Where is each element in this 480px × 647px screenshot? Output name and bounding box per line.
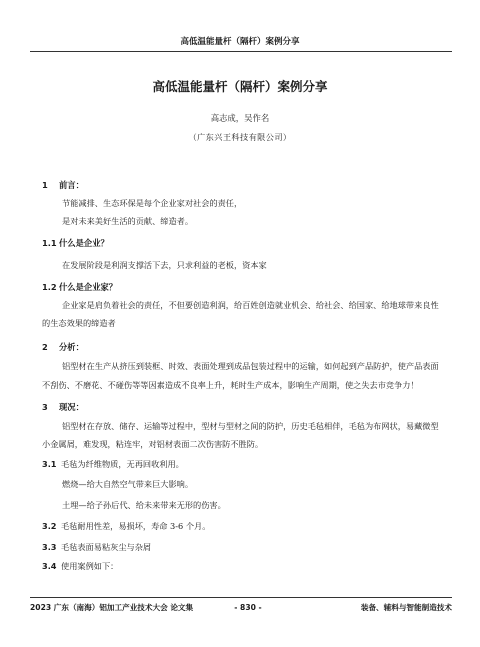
- page-number: - 830 -: [234, 603, 262, 612]
- section-title: 前言：: [59, 180, 84, 190]
- section-number: 1: [42, 180, 48, 190]
- body-line: 土埋—给子孙后代、给未来带来无形的伤害。: [62, 500, 226, 510]
- section-number: 1.2: [42, 282, 57, 292]
- authors: 高志成，吴作名: [210, 113, 270, 123]
- section-title: 什么是企业？: [59, 238, 109, 248]
- paper-title: 高低温能量杆（隔杆）案例分享: [152, 79, 328, 94]
- section-title: 什么是企业家？: [59, 282, 118, 292]
- section-number: 2: [42, 342, 48, 352]
- affiliation: （广东兴王科技有限公司）: [188, 132, 292, 142]
- item-number: 3.4: [42, 561, 57, 571]
- body-line: 的生态效果的缔造者: [42, 318, 116, 328]
- numbered-item: [42, 560, 118, 572]
- numbered-item: [42, 458, 184, 470]
- section-heading: [42, 341, 84, 353]
- item-text: 毛毡耐用性差，易损坏，寿命 3-6 个月。: [61, 521, 211, 531]
- section-heading: [42, 401, 84, 413]
- section-heading: [42, 237, 109, 249]
- section-heading: [42, 179, 84, 191]
- item-text: 毛毡为纤维物质，无再回收利用。: [61, 459, 184, 469]
- body-line: 企业家是肩负着社会的责任，不但要创造利润，给百姓创造就业机会、给社会、给国家、给地球带来良性: [62, 300, 439, 310]
- footer-rule: [30, 597, 452, 598]
- body-line: 在发展阶段是利润支撑活下去，只求利益的老板，资本家: [62, 260, 267, 270]
- numbered-item: [42, 520, 210, 532]
- section-heading: [42, 281, 117, 293]
- numbered-item: [42, 541, 151, 553]
- body-line: 是对未来美好生活的贡献、缔造者。: [62, 216, 194, 226]
- running-header: 高低温能量杆（隔杆）案例分享: [180, 37, 300, 47]
- body-line: 燃烧—给大自然空气带来巨大影响。: [62, 479, 194, 489]
- body-line: 不刮伤、不磨花、不碰伤等等因素造成不良率上升，耗时生产成本，影响生产周期，使之失去市竞争力！: [42, 380, 419, 390]
- proceedings-title: 2023 广东（南海）铝加工产业技术大会 论文集: [30, 603, 194, 612]
- body-line: 节能减排、生态环保是每个企业家对社会的责任，: [62, 198, 243, 208]
- section-number: 1.1: [42, 238, 57, 248]
- body-line: 小金属屑，难发现，粘连牢，对铝材表面二次伤害防不胜防。: [42, 439, 264, 449]
- item-number: 3.2: [42, 521, 57, 531]
- item-text: 使用案例如下：: [61, 561, 119, 571]
- item-text: 毛毡表面易粘灰尘与杂屑: [61, 542, 152, 552]
- section-category: 装备、辅料与智能制造技术: [360, 603, 452, 612]
- item-number: 3.1: [42, 459, 57, 469]
- header-rule: [30, 51, 452, 52]
- body-line: 铝型材在生产从挤压到装框、时效、表面处理到成品包装过程中的运输，如何起到产品防护，使产品表面: [62, 361, 439, 371]
- section-number: 3: [42, 402, 48, 412]
- item-number: 3.3: [42, 542, 57, 552]
- section-title: 现况：: [59, 402, 84, 412]
- body-line: 铝型材在存放、储存、运输等过程中，型材与型材之间的防护，历史毛毡相伴，毛毡为布网状，易藏微型: [62, 421, 439, 431]
- section-title: 分析：: [59, 342, 84, 352]
